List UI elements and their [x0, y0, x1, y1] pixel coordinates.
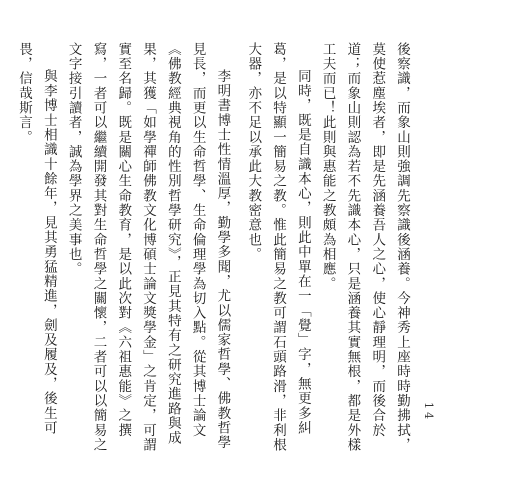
- paragraph-1: 後察識，而象山則強調先察識後涵養。今神秀上座時時勤拂拭，莫使惹塵埃者，即是先涵養吾人之心，使心靜理明，而後合於道；而象山則認為若不先識本心，只是涵養其實無根，都是外樣工夫而已！此則與惠能之教頗為相應。: [319, 42, 410, 453]
- paragraph-4: 與李博士相識十餘年，見其勇猛精進，劍及履及，後生可畏，信哉斯言。: [16, 42, 57, 436]
- paragraph-3: 李明書博士性情溫厚，勤學多聞，尤以儒家哲學、佛教哲學見長，而更以生命哲學、生命倫理學為切入點。從其博士論文《佛教經典視角的性別哲學研究》，正見其特有之研究進路與成果，其獲「如學禪師佛教文化博碩士論文獎學金」之肯定，可謂實至名歸。既是關心生命教育，是以此次對《六祖惠能》之撰寫，一者可以繼續開發其對生命哲學之關懷，二者可以以簡易之文字接引讀者，誠為學界之美事也。: [65, 42, 231, 453]
- body-text: [11, 42, 414, 462]
- page-number: 14: [422, 402, 435, 422]
- paragraph-2: 同時，既是自識本心，則此中單在一「覺」字，無更多糾葛，是以特顯一簡易之教。惟此簡易之教可謂石頭路滑，非利根大器，亦不足以承此大教密意也。: [245, 42, 311, 453]
